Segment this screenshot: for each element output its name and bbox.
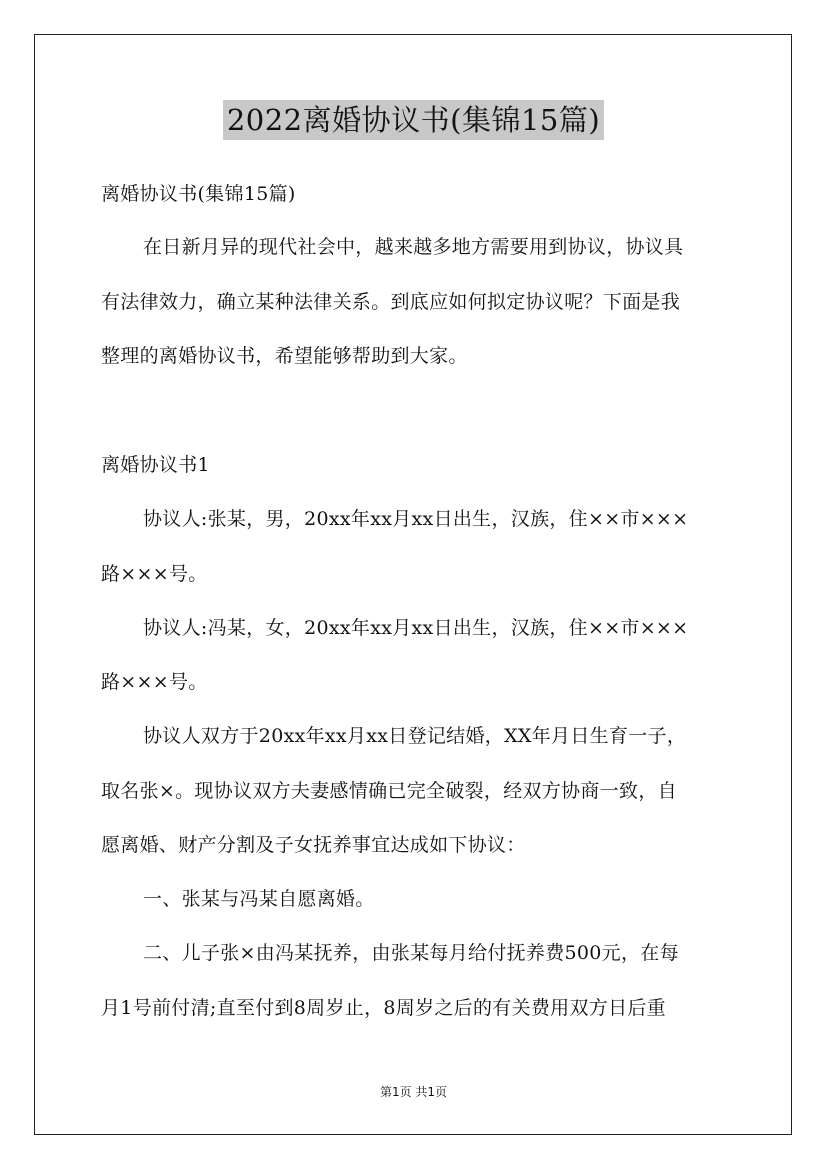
body-line-8: 一、张某与冯某自愿离婚。 — [143, 888, 375, 910]
body-line-3: 协议人:冯某，女，20xx年xx月xx日出生，汉族，住××市××× — [143, 617, 689, 639]
body-line-6: 取名张×。现协议双方夫妻感情确已完全破裂，经双方协商一致，自 — [101, 780, 677, 802]
page-footer: 第1页 共1页 — [379, 1085, 448, 1099]
intro-line-2: 有法律效力，确立某种法律关系。到底应如何拟定协议呢？下面是我 — [101, 291, 681, 313]
intro-line-3: 整理的离婚协议书，希望能够帮助到大家。 — [101, 345, 468, 367]
body-line-7: 愿离婚、财产分割及子女抚养事宜达成如下协议： — [101, 834, 526, 856]
document-title: 2022离婚协议书(集锦15篇) — [223, 100, 604, 140]
subtitle: 离婚协议书(集锦15篇) — [101, 183, 296, 205]
body-line-9: 二、儿子张×由冯某抚养，由张某每月给付抚养费500元，在每 — [143, 942, 679, 964]
body-line-10: 月1号前付清;直至付到8周岁止，8周岁之后的有关费用双方日后重 — [101, 997, 666, 1019]
body-line-5: 协议人双方于20xx年xx月xx日登记结婚，XX年月日生育一子， — [143, 725, 687, 747]
section-heading: 离婚协议书1 — [101, 454, 210, 476]
title-container — [0, 100, 827, 140]
intro-line-1: 在日新月异的现代社会中，越来越多地方需要用到协议，协议具 — [143, 236, 684, 258]
body-line-1: 协议人:张某，男，20xx年xx月xx日出生，汉族，住××市××× — [143, 508, 689, 530]
body-line-4: 路×××号。 — [101, 671, 208, 693]
body-line-2: 路×××号。 — [101, 563, 208, 585]
